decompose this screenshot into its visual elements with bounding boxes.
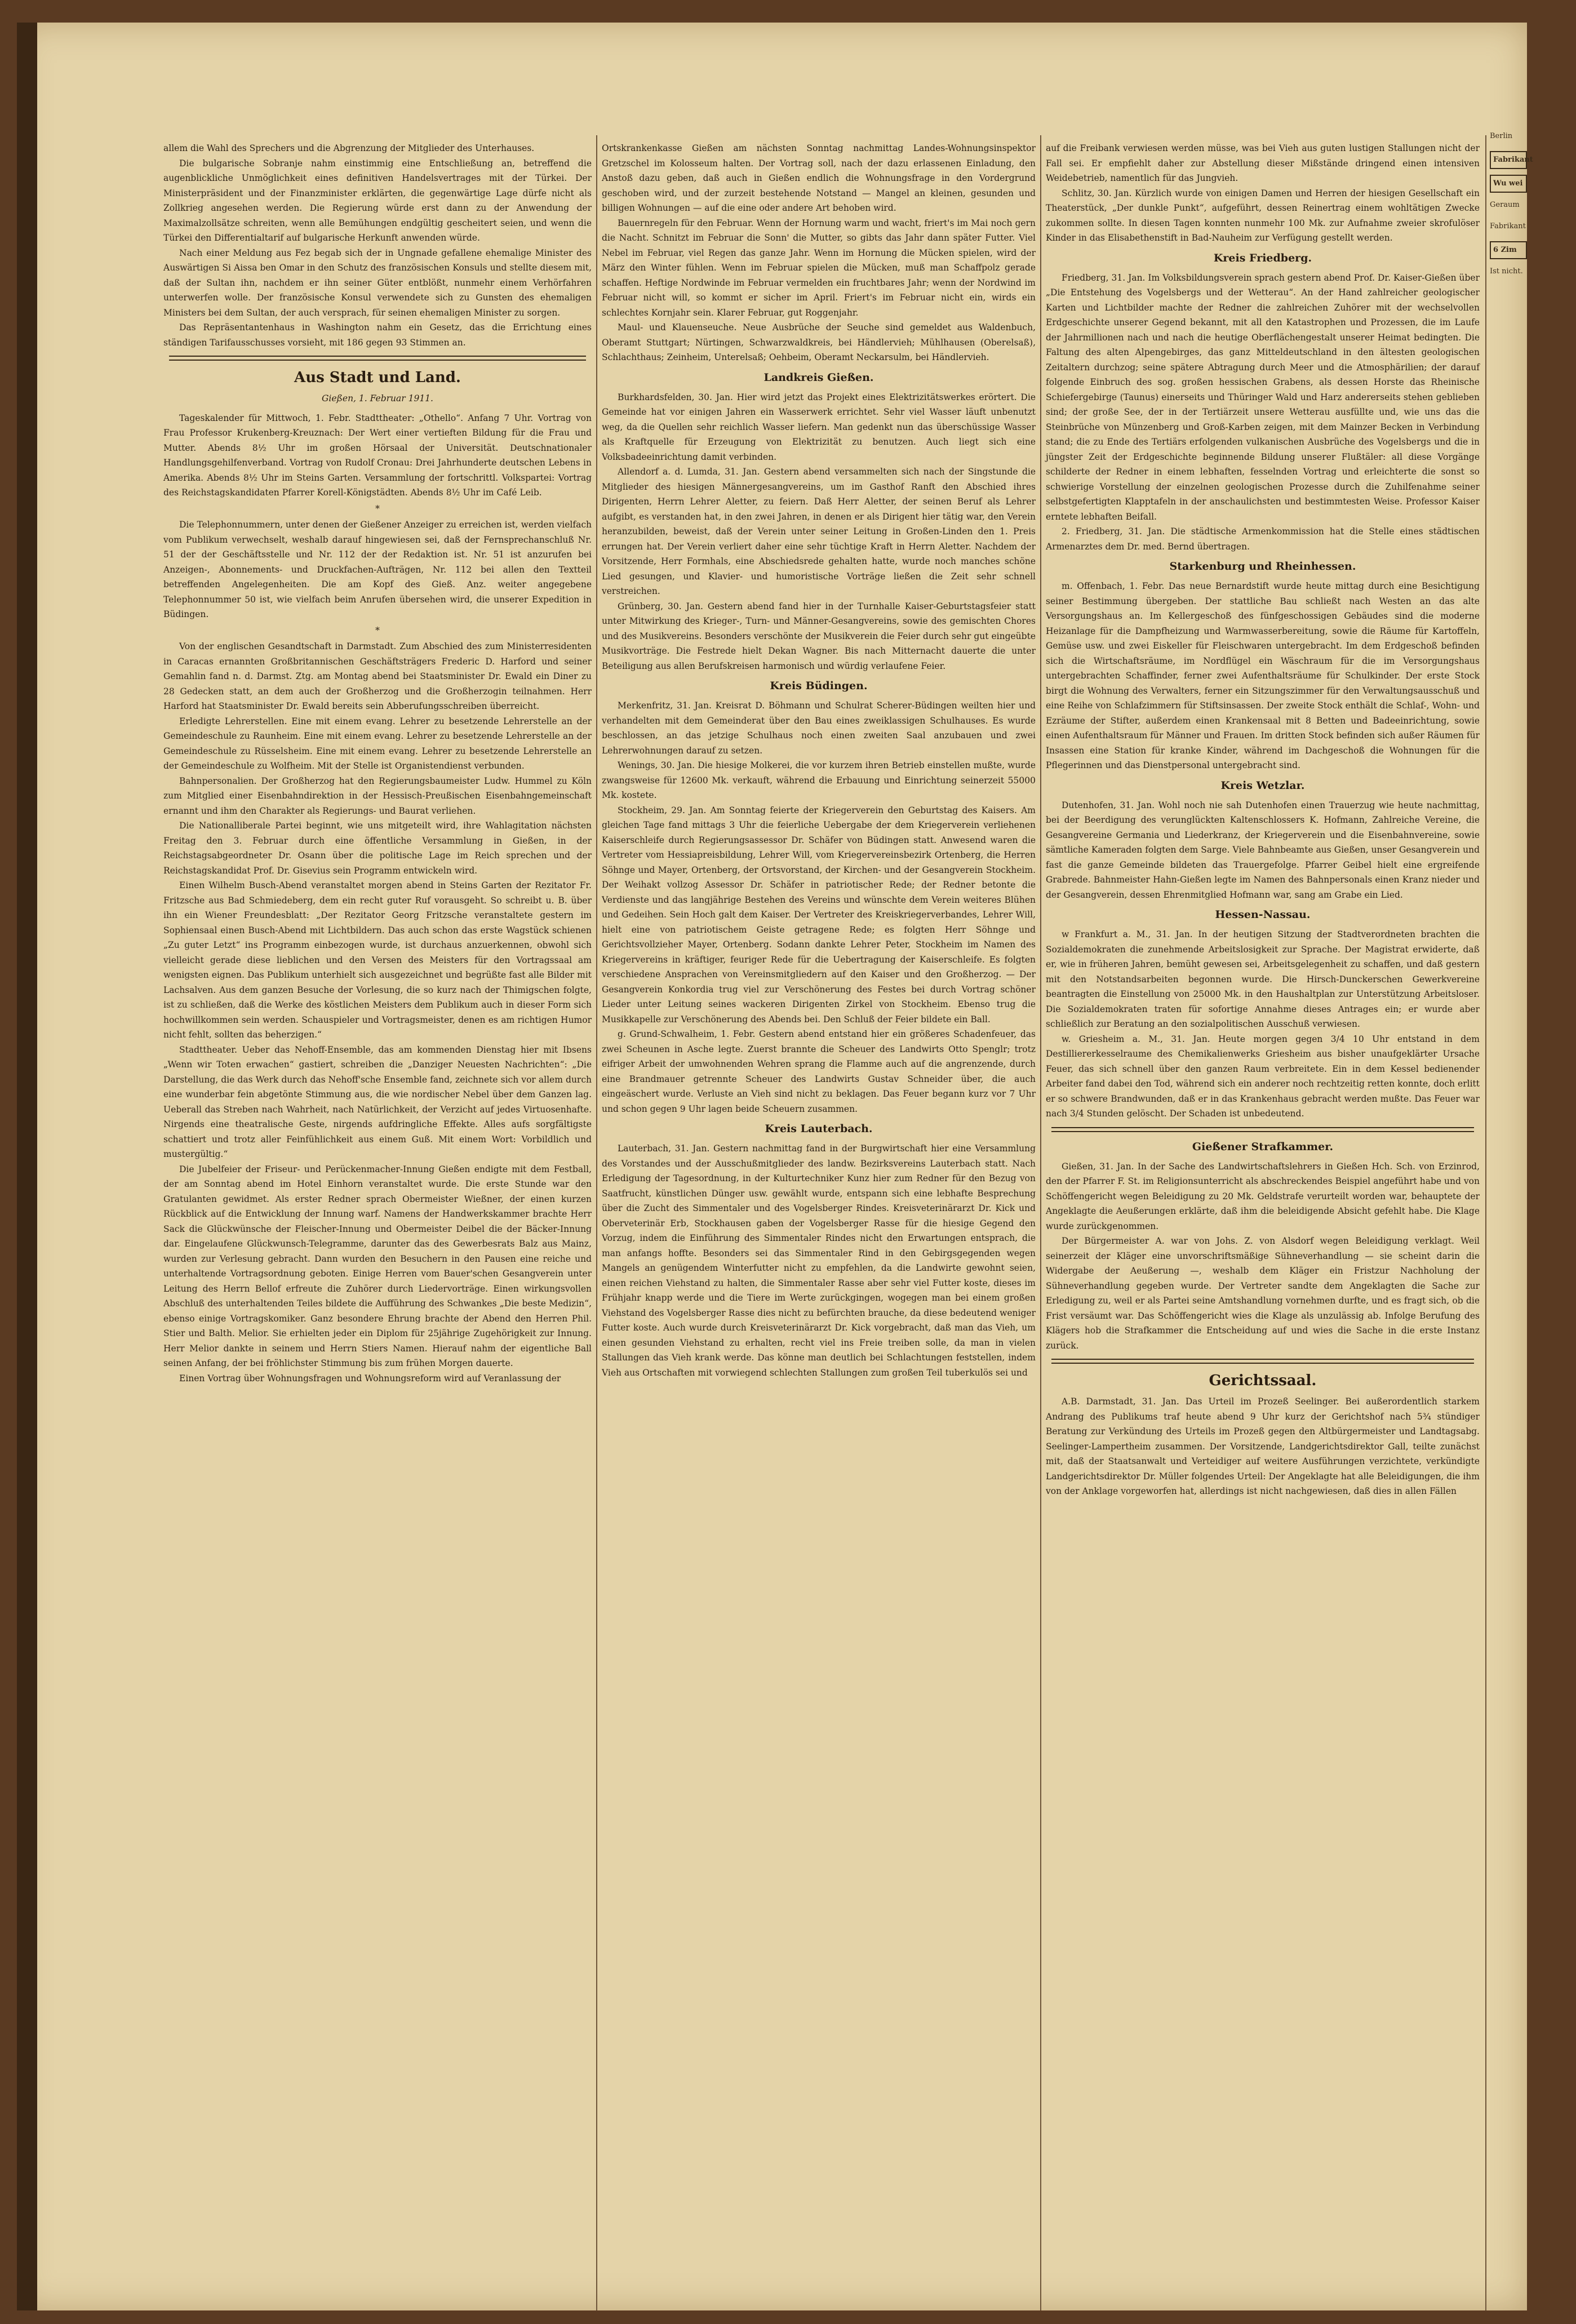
article-paragraph: Allendorf a. d. Lumda, 31. Jan. Gestern abend versammelten sich nach der Singstunde die Mitglieder des hiesigen Männergesangvereins, um im Gasthof Ranft den Abschied ihres Dirigenten, Herrn Lehrer Aletter, zu feiern. Daß Herr Aletter, der seinen Beruf als Lehrer aufgibt, es verstanden hat, in den zwei Jahren, in denen er als Dirigent hier tätig war, den Verein heranzubilden, beweist, daß der Verein unter seiner Leitung in Großen-Linden den 1. Preis errungen hat. Der Verein verliert daher eine sehr tüchtige Kraft in Herrn Aletter. Nachdem der Vorsitzende, Herr Formhals, eine Abschiedsrede gehalten hatte, wurde noch manches schöne Lied gesungen, und Klavier- und humoristische Vorträge ließen die Zeit sehr schnell verstreichen. xyxy=(602,467,1036,596)
edge-advert-box xyxy=(1490,151,1533,169)
article-paragraph: Friedberg, 31. Jan. Im Volksbildungsverein sprach gestern abend Prof. Dr. Kaiser-Gießen über „Die Entstehung des Vogelsbergs und der Wetterau“. An der Hand zahlreicher geologischer Karten und Lichtbilder machte der Redner die zahlreichen Zuhörer mit der wechselvollen Erdgeschichte unserer Gegend bekannt, mit all den Katastrophen und Prozessen, die im Laufe der Jahrmillionen nach und nach die heutige Oberflächengestalt unserer Heimat bedingten. Die Faltung des alten Alpengebirges, das ganz Mitteldeutschland in den ältesten geologischen Zeitaltern durchzog; seine spätere Abtragung durch Meer und die Atmosphärilien; der darauf folgende Einbruch des sog. großen hessischen Grabens, als dessen Horste das Rheinische Schiefergebirge (Taunus) einerseits und Thüringer Wald und Harz andererseits stehen geblieben sind; der große See, der in der Tertiärzeit unsere Wetterau ausfüllte und, wie uns das die Steinbrüche von Münzenberg und Groß-Karben zeigen, mit dem Mainzer Becken in Verbindung stand; die zu Ende des Tertiärs erfolgenden vulkanischen Ausbrüche des Vogelsbergs und die in jüngster Zeit der Erdgeschichte beginnende Bildung unserer Flußtäler: all diese Vorgänge schilderte der Redner in einem lebhaften, fesselnden Vortrag und erleichterte die sonst so schwierige Vorstellung der einzelnen geologischen Prozesse durch die Zuhilfenahme seiner selbstgefertigten Klapptafeln in der anschaulichsten und bestimmtesten Weise. Professor Kaiser erntete lebhaften Beifall. xyxy=(1046,272,1480,522)
article-paragraph: Einen Vortrag über Wohnungsfragen und Wohnungsreform wird auf Veranlassung der xyxy=(179,1373,561,1383)
edge-text: Fabrikant xyxy=(1493,156,1533,164)
article-paragraph: Ortskrankenkasse Gießen am nächsten Sonntag nachmittag Landes-Wohnungsinspektor Gretzschel im Kolosseum halten. Der Vortrag soll, nach der dazu erlassenen Einladung, den Anstoß dazu geben, daß auch in Gießen endlich die Wohnungsfrage in den Vordergrund geschoben wird, und der zurzeit bestehende Notstand — Mangel an kleinen, gesunden und billigen Wohnungen — auf die eine oder andere Art behoben wird. xyxy=(602,143,1036,213)
article-paragraph: Stadttheater. Ueber das Nehoff-Ensemble, das am kommenden Dienstag hier mit Ibsens „Wenn wir Toten erwachen“ gastiert, schreiben die „Danziger Neuesten Nachrichten“: „Die Darstellung, die das Werk durch das Nehoff'sche Ensemble fand, zeichnete sich vor allem durch eine wunderbar fein abgetönte Stimmung aus, die wie nordischer Nebel über dem Ganzen lag. Ueberall das Streben nach Wahrheit, nach Natürlichkeit, der Verzicht auf jedes Virtuosenhafte. Nirgends eine theatralische Geste, nirgends aufdringliche Effekte. Alles aufs sorgfältigste schattiert und trotz aller Feinfühlichkeit aus einem Guß. Mit einem Wort: Vorbildlich und mustergültig.“ xyxy=(163,1044,592,1159)
column-3 xyxy=(1046,141,1480,2305)
section-rule xyxy=(169,356,586,361)
article-paragraph: Bauernregeln für den Februar. Wenn der Hornung warm und wacht, friert's im Mai noch gern die Nacht. Schnitzt im Februar die Sonn' die Mutter, so gibts das Jahr dann später Futter. Viel Nebel im Februar, viel Regen das ganze Jahr. Wenn im Hornung die Mücken spielen, wird der März den Winter fühlen. Wenn im Februar spielen die Mücken, muß man Schaffpolz gerade schaffen. Heftige Nordwinde im Februar vermelden ein fruchtbares Jahr; wenn der Nordwind im Februar nicht will, so kommt er sicher im April. Friert's im Februar nicht ein, wirds ein schlechtes Kornjahr sein. Klarer Februar, gut Roggenjahr. xyxy=(602,218,1036,318)
article-paragraph: Maul- und Klauenseuche. Neue Ausbrüche der Seuche sind gemeldet aus Waldenbuch, Oberamt Stuttgart; Nürtingen, Schwarzwaldkreis, bei Händlervieh; Mühlhausen (Oberelsaß), Schlachthaus; Zeinheim, Unterelsaß; Oehbeim, Oberamt Neckarsulm, bei Händlervieh. xyxy=(602,322,1036,362)
article-paragraph: Die Telephonnummern, unter denen der Gießener Anzeiger zu erreichen ist, werden vielfach vom Publikum verwechselt, weshalb darauf hingewiesen sei, daß der Fernsprechanschluß Nr. 51 der der Geschäftsstelle und Nr. 112 der der Redaktion ist. Nr. 51 ist anzurufen bei Anzeigen-, Abonnements- und Druckfachen-Aufträgen, Nr. 112 bei allen den Textteil betreffenden Angelegenheiten. Die am Kopf des Gieß. Anz. weiter angegebene Telephonnummer 50 ist, wie vielfach beim Anrufen übersehen wird, die unserer Expedition in Büdingen. xyxy=(163,520,592,619)
article-paragraph: A.B. Darmstadt, 31. Jan. Das Urteil im Prozeß Seelinger. Bei außerordentlich starkem Andrang des Publikums traf heute abend 9 Uhr kurz der Gerichtshof nach 5¾ stündiger Beratung zur Verkündung des Urteils im Prozeß gegen den Altbürgermeister und Landtagsabg. Seelinger-Lampertheim zusammen. Der Vorsitzende, Landgerichtsdirektor Gall, teilte zunächst mit, daß der Staatsanwalt und Verteidiger auf weitere Ausführungen verzichtete, verkündigte Landgerichtsdirektor Dr. Müller folgendes Urteil: Der Angeklagte hat alle Beleidigungen, die ihm von der Anklage vorgeworfen hat, allerdings ist nicht nachgewiesen, daß dies in allen Fällen xyxy=(1046,1396,1480,1496)
section-heading: Gerichtssaal. xyxy=(1209,1372,1317,1389)
section-rule xyxy=(1051,1359,1474,1364)
region-heading: Kreis Büdingen. xyxy=(770,680,868,692)
article-paragraph: Grünberg, 30. Jan. Gestern abend fand hier in der Turnhalle Kaiser-Geburtstagsfeier statt unter Mitwirkung des Krieger-, Turn- und Männer-Gesangvereins, sowie des gemischten Chores und des Musikvereins. Besonders verschönte der Musikverein die Feier durch sehr gut eingeübte Musikvorträge. Die Festrede hielt Dekan Wagner. Bis nach Mitternacht dauerte die unter Beteiligung aus allen Berufskreisen harmonisch und würdig verlaufene Feier. xyxy=(602,601,1036,671)
edge-advert-box xyxy=(1490,175,1527,193)
article-paragraph: allem die Wahl des Sprechers und die Abgrenzung der Mitglieder des Unterhauses. xyxy=(163,143,535,153)
separator-star: * xyxy=(375,503,380,514)
article-paragraph: auf die Freibank verwiesen werden müsse, was bei Vieh aus guten lustigen Stallungen nicht der Fall sei. Er empfiehlt daher zur Abstellung dieser Mißstände dringend einen intensiven Weidebetrieb, namentlich für das Jungvieh. xyxy=(1046,143,1480,183)
edge-advert-box xyxy=(1490,241,1527,259)
edge-text: Wu wei xyxy=(1493,179,1523,188)
article-paragraph: g. Grund-Schwalheim, 1. Febr. Gestern abend entstand hier ein größeres Schadenfeuer, das zwei Scheunen in Asche legte. Zuerst brannte die Scheuer des Landwirts Otto Spenglr; trotz eifriger Arbeit der umwohnenden Wehren sprang die Flamme auch auf die angrenzende, durch eine Brandmauer getrennte Scheuer des Landwirts Gustav Schneider über, die auch eingeäschert wurde. Verluste an Vieh sind nicht zu beklagen. Das Feuer begann kurz vor 7 Uhr und schon gegen 9 Uhr lagen beide Scheuern zusammen. xyxy=(602,1029,1036,1114)
article-paragraph: w. Griesheim a. M., 31. Jan. Heute morgen gegen 3/4 10 Uhr entstand in dem Destilliererkesselraume des Chemikalienwerks Griesheim aus bisher unaufgeklärter Ursache Feuer, das sich schnell über den ganzen Raum verbreitete. Ein in dem Kessel bedienender Arbeiter fand dabei den Tod, während sich ein anderer noch rechtzeitig retten konnte, doch erlitt er so schwere Brandwunden, daß er in das Krankenhaus gebracht werden mußte. Das Feuer war nach 3/4 Stunden gelöscht. Der Schaden ist unbedeutend. xyxy=(1046,1034,1480,1119)
region-heading: Starkenburg und Rheinhessen. xyxy=(1169,560,1356,573)
article-paragraph: Dutenhofen, 31. Jan. Wohl noch nie sah Dutenhofen einen Trauerzug wie heute nachmittag, bei der Beerdigung des verunglückten Kaltenschlossers K. Hofmann, Zahlreiche Vereine, die Gesangvereine Germania und Liederkranz, der Kriegerverein und die Eisenbahnvereine, sowie sämtliche Kameraden folgten dem Sarge. Viele Bahnbeamte aus Gießen, unser Gesangverein und fast die ganze Gemeinde bildeten das Trauergefolge. Pfarrer Geibel hielt eine ergreifende Grabrede. Bahnmeister Hahn-Gießen legte im Namen des Bahnpersonals einen Kranz nieder und der Gesangverein, dessen Ehrenmitglied Hofmann war, sang am Grabe ein Lied. xyxy=(1046,800,1480,900)
section-heading: Aus Stadt und Land. xyxy=(294,369,461,386)
page-binding-edge xyxy=(17,23,37,2310)
dateline: Gießen, 1. Februar 1911. xyxy=(322,393,433,403)
article-paragraph: Das Repräsentantenhaus in Washington nahm ein Gesetz, das die Errichtung eines ständigen Tarifausschusses vorsieht, mit 186 gegen 93 Stimmen an. xyxy=(163,322,592,348)
article-paragraph: Einen Wilhelm Busch-Abend veranstaltet morgen abend in Steins Garten der Rezitator Fr. Fritzsche aus Bad Schmiedeberg, dem ein recht guter Ruf vorausgeht. So schreibt u. B. über ihn ein Wiener Freundesblatt: „Der Rezitator Georg Fritzsche veranstaltete gestern im Sophiensaal einen Busch-Abend mit Lichtbildern. Das auch schon das erste Wagstück schienen „Zu guter Letzt“ ins Programm einbezogen wurde, ist durchaus anzuerkennen, obwohl sich vielleicht gerade diese lieblichen und den Versen des Meisters für den Vortragssaal am wenigsten eignen. Das Publikum unterhielt sich ausgezeichnet und begrüßte fast alle Bilder mit Lachsalven. Aus dem ganzen Besuche der Vorlesung, die so kurz nach der Thimigschen folgte, ist zu schließen, daß die Werke des köstlichen Meisters dem Publikum auch in dieser Form sich hochwillkommen sein werden. Schauspieler und Vortragsmeister, denen es am richtigen Humor nicht fehlt, sollten das beherzigen.“ xyxy=(163,880,592,1040)
region-heading: Landkreis Gießen. xyxy=(763,371,874,384)
region-heading: Hessen-Nassau. xyxy=(1215,908,1311,921)
article-paragraph: Der Bürgermeister A. war von Johs. Z. von Alsdorf wegen Beleidigung verklagt. Weil seinerzeit der Kläger eine unvorschriftsmäßige Sühneverhandlung — sie scheint darin die Widergabe der Aeußerung —, weshalb dem Kläger ein Fristzur Nachholung der Sühneverhandlung gegeben wurde. Der Vertreter sandte dem Angeklagten die Sache zur Erledigung zu, weil er als Partei seine Amtshandlung vornehmen durfte, und es fragt sich, ob die Frist versäumt war. Das Schöffengericht wies die Klage als unzulässig ab. Infolge Berufung des Klägers hob die Strafkammer die Entscheidung auf und wies die Sache in die erste Instanz zurück. xyxy=(1046,1236,1480,1351)
column-divider xyxy=(1040,135,1041,2310)
article-paragraph: Die Jubelfeier der Friseur- und Perückenmacher-Innung Gießen endigte mit dem Festball, der am Sonntag abend im Hotel Einhorn veranstaltet wurde. Die erste Stunde war den Gratulanten gewidmet. Als erster Redner sprach Obermeister Wießner, der einen kurzen Rückblick auf die Entwicklung der Innung warf. Namens der Handwerkskammer brachte Herr Sack die Glückwünsche der Fleischer-Innung und Obermeister Deibel die der Bäcker-Innung dar. Eingelaufene Glückwunsch-Telegramme, darunter das des Gewerbesrats Balz aus Mainz, wurden zur Verlesung gebracht. Dann wurden den Besuchern in den Pausen eine reiche und unterhaltende Vortragsordnung geboten. Einige Herren vom Bauer'schen Gesangverein unter Leitung des Herrn Bellof erfreute die Zuhörer durch Liedervorträge. Einen wirkungsvollen Abschluß des unterhaltenden Teiles bildete die Aufführung des Schwankes „Die beste Medizin“, ebenso einige Vortragskomiker. Ganz besondere Ehrung brachte der Abend den Herren Phil. Stier und Balth. Melior. Sie erhielten jeder ein Diplom für 25jährige Zugehörigkeit zur Innung. Herr Melior dankte in seinem und Herrn Stiers Namen. Hierauf nahm der eigentliche Ball seinen Anfang, der bei fröhlichster Stimmung bis zum frühen Morgen dauerte. xyxy=(163,1164,592,1368)
adjacent-page-edge xyxy=(1490,130,1533,2305)
region-heading: Kreis Friedberg. xyxy=(1213,251,1312,264)
article-paragraph: w Frankfurt a. M., 31. Jan. In der heutigen Sitzung der Stadtverordneten brachten die Sozialdemokraten die zunehmende Arbeitslosigkeit zur Sprache. Der Magistrat erwiderte, daß er, wie in früheren Jahren, bemüht gewesen sei, Arbeitsgelegenheit zu schaffen, und daß gestern mit den Notstandsarbeiten begonnen wurde. Die Hirsch-Dunckerschen Gewerkvereine beantragten die Einstellung von 25000 Mk. in den Haushaltplan zur Unterstützung Arbeitsloser. Die Sozialdemokraten traten für sofortige Annahme dieses Antrages ein; er wurde aber schließlich zur Beratung an den sozialpolitischen Ausschuß verwiesen. xyxy=(1046,929,1480,1029)
article-paragraph: Schlitz, 30. Jan. Kürzlich wurde von einigen Damen und Herren der hiesigen Gesellschaft ein Theaterstück, „Der dunkle Punkt“, aufgeführt, dessen Reinertrag einem wohltätigen Zwecke zukommen sollte. In diesen Tagen konnten nunmehr 100 Mk. zur Aufnahme zweier skrofulöser Kinder in das Elisabethenstift in Bad-Nauheim zur Verfügung gestellt werden. xyxy=(1046,188,1480,243)
article-paragraph: Gießen, 31. Jan. In der Sache des Landwirtschaftslehrers in Gießen Hch. Sch. von Erzinrod, den der Pfarrer F. St. im Religionsunterricht als abschreckendes Beispiel angeführt habe und von Schöffengericht wegen Beleidigung zu 20 Mk. Geldstrafe verurteilt worden war, behauptete der Angeklagte die Aeußerungen erklärte, daß ihm die beleidigende Absicht gefehlt habe. Die Klage wurde zurückgenommen. xyxy=(1046,1161,1480,1231)
article-paragraph: Die bulgarische Sobranje nahm einstimmig eine Entschließung an, betreffend die augenblickliche Unmöglichkeit eines definitiven Handelsvertrages mit der Türkei. Der Ministerpräsident und der Finanzminister erklärten, die gegenwärtige Lage dürfe nicht als Zollkrieg angesehen werden. Die Regierung würde erst dann zu der Anwendung der Maximalzollsätze schreiten, wenn alle Bemühungen endgültig gescheitert seien, und wenn die Türkei den Differentialtarif auf bulgarische Herkunft anwenden würde. xyxy=(163,158,592,243)
newspaper-page xyxy=(17,23,1533,2310)
article-paragraph: Lauterbach, 31. Jan. Gestern nachmittag fand in der Burgwirtschaft hier eine Versammlung des Vorstandes und der Ausschußmitglieder des landw. Bezirksvereins Lauterbach statt. Nach Erledigung der Tagesordnung, in der Kulturtechniker Kunz hier zum Redner für den Bezug von Saatfrucht, künstlichen Dünger usw. gewählt wurde, entspann sich eine lebhafte Besprechung über die Zucht des Simmentaler und des Vogelsberger Rindes. Kreisveterinärarzt Dr. Kick und Oberveterinär Erb, Stockhausen gaben der Vogelsberger Rasse für die hiesige Gegend den Vorzug, indem die Einführung des Simmentaler Rindes nicht den Erwartungen entsprach, die man anfangs hoffte. Besonders sei das Simmentaler Rind in den Gebirgsgegenden wegen Mangels an genügendem Winterfutter nicht zu empfehlen, da die Landwirte gewohnt seien, einen reichen Viehstand zu halten, die Simmentaler Rasse aber sehr viel Futter koste, dieses im Frühjahr knapp werde und die Tiere im Werte zurückgingen, wogegen man bei einem großen Viehstand des Vogelsberger Rasse dies nicht zu befürchten brauche, da diese bedeutend weniger Futter koste. Auch wurde durch Kreisveterinärarzt Dr. Kick vorgebracht, daß man das Vieh, um einen gesunden Viehstand zu erhalten, recht viel ins Freie treiben solle, da man in vielen Stallungen das Vieh krank werde. Das könne man deutlich bei Schlachtungen feststellen, indem Vieh aus Ortschaften mit vorwiegend schlechten Stallungen zum großen Teil tuberkulös sei und xyxy=(602,1143,1036,1378)
edge-text: 6 Zim xyxy=(1493,246,1517,254)
edge-text: Geraum xyxy=(1490,201,1520,209)
article-paragraph: Von der englischen Gesandtschaft in Darmstadt. Zum Abschied des zum Ministerresidenten in Caracas ernannten Großbritannischen Geschäftsträgers Frederic D. Harford und seiner Gemahlin fand n. d. Darmst. Ztg. am Montag abend bei Staatsminister Dr. Ewald ein Diner zu 28 Gedecken statt, an dem auch der Großherzog und die Großherzogin teilnahmen. Herr Harford hat Staatsminister Dr. Ewald bereits sein Abberufungsschreiben überreicht. xyxy=(163,641,592,711)
section-heading: Gießener Strafkammer. xyxy=(1192,1140,1334,1153)
article-paragraph: 2. Friedberg, 31. Jan. Die städtische Armenkommission hat die Stelle eines städtischen Armenarztes dem Dr. med. Bernd übertragen. xyxy=(1046,526,1480,552)
article-paragraph: Die Nationalliberale Partei beginnt, wie uns mitgeteilt wird, ihre Wahlagitation nächsten Freitag den 3. Februar durch eine öffentliche Versammlung in Gießen, in der Reichstagsabgeordneter Dr. Osann über die politische Lage im Reich sprechen und der Reichstagskandidat Prof. Dr. Gisevius sein Programm entwickeln wird. xyxy=(163,821,592,876)
article-paragraph: m. Offenbach, 1. Febr. Das neue Bernardstift wurde heute mittag durch eine Besichtigung seiner Bestimmung übergeben. Der stattliche Bau schließt nach Westen an das alte Versorgungshaus an. Im Kellergeschoß des fünfgeschossigen Gebäudes sind die moderne Heizanlage für die Dampfheizung und Warmwasserbereitung, sowie die Räume für Kartoffeln, Gemüse usw. und zwei Eiskeller für Fleischwaren untergebracht. Im dem Erdgeschoß befinden sich die Wirtschaftsräume, im Nordflügel ein Wäschraum für die im Versorgungshaus untergebrachten Schaffinder, ferner zwei Aufenthaltsräume für Schulkinder. Der erste Stock birgt die Wohnung des Verwalters, ferner ein Sitzungszimmer für den Verwaltungsausschuß und eine Reihe von Schlafzimmern für Stiftsinsassen. Der zweite Stock enthält die Schlaf-, Wohn- und Ezräume der Stifter, außerdem einen Krankensaal mit 8 Betten und Badeeinrichtung, sowie einen Aufenthaltsraum für Männer und Frauen. Im dritten Stock befinden sich außer Räumen für Insassen eine Station für kranke Kinder, während im Dachgeschoß die Wohnungen für die Pflegerinnen und das Dienstpersonal untergebracht sind. xyxy=(1046,581,1480,770)
article-paragraph: Bahnpersonalien. Der Großherzog hat den Regierungsbaumeister Ludw. Hummel zu Köln zum Mitglied einer Eisenbahndirektion in der Hessisch-Preußischen Eisenbahngemeinschaft ernannt und ihm den Charakter als Regierungs- und Baurat verliehen. xyxy=(163,775,592,816)
edge-text: Fabrikant xyxy=(1490,222,1526,230)
column-divider xyxy=(596,135,597,2310)
article-paragraph: Tageskalender für Mittwoch, 1. Febr. Stadttheater: „Othello“. Anfang 7 Uhr. Vortrag von Frau Professor Krukenberg-Kreuznach: Der Wert einer vertieften Bildung für die Frau und Mutter. Abends 8½ Uhr im großen Hörsaal der Universität. Deutschnationaler Handlungsgehilfenverband. Vortrag von Rudolf Cronau: Drei Jahrhunderte deutschen Lebens in Amerika. Abends 8½ Uhr im Steins Garten. Versammlung der fortschrittl. Volkspartei: Vortrag des Reichstagskandidaten Pfarrer Korell-Königstädten. Abends 8½ Uhr im Café Leib. xyxy=(163,413,592,498)
region-heading: Kreis Lauterbach. xyxy=(765,1123,873,1135)
region-heading: Kreis Wetzlar. xyxy=(1220,779,1305,792)
article-paragraph: Stockheim, 29. Jan. Am Sonntag feierte der Kriegerverein den Geburtstag des Kaisers. Am gleichen Tage fand mittags 3 Uhr die feierliche Uebergabe der dem Kriegerverein verliehenen Kaiserschleife durch Regierungsassessor Dr. Schäfer von Büdingen statt. Anwesend waren die Vertreter vom Hessiapreisbildung, Lehrer Will, vom Kriegervereinsbezirk Ortenberg, die Herren Söhnge und Mayer, Ortenberg, der Ortsvorstand, der Kirchen- und der Gesangverein Stockheim. Der Weihakt vollzog Assessor Dr. Schäfer in patriotischer Rede; der Redner betonte die Verdienste und das langjährige Bestehen des Vereins und wünschte dem Verein weiteres Blühen und Gedeihen. Sein Hoch galt dem Kaiser. Der Vertreter des Kreiskriegerverbandes, Lehrer Will, hielt eine von patriotischem Geiste getragene Rede; es folgten Herr Söhnge und Gerichtsvollzieher Mayer, Ortenberg. Sodann dankte Lehrer Peter, Stockheim im Namen des Kriegervereins in kräftiger, feuriger Rede für die Uebertragung der Kaiserschleife. Es folgten verschiedene Ansprachen von Vereinsmitgliedern auf den Kaiser und den Großherzog. — Der Gesangverein Konkordia trug viel zur Verschönerung des Festes bei durch Vortrag schöner Lieder unter Leitung seines wackeren Dirigenten Zirkel von Stockheim. Ebenso trug die Musikkapelle zur Verschönerung des Abends bei. Den Schluß der Feier bildete ein Ball. xyxy=(602,805,1036,1024)
article-paragraph: Wenings, 30. Jan. Die hiesige Molkerei, die vor kurzem ihren Betrieb einstellen mußte, wurde zwangsweise für 12600 Mk. verkauft, während die Erbauung und Einrichtung seinerzeit 55000 Mk. kostete. xyxy=(602,760,1036,800)
section-rule xyxy=(1051,1127,1474,1132)
separator-star: * xyxy=(375,625,380,636)
column-divider xyxy=(1485,135,1486,2310)
column-1 xyxy=(163,141,592,2305)
edge-text: Ist nicht. xyxy=(1490,267,1523,276)
edge-text: Berlin xyxy=(1490,132,1513,140)
article-paragraph: Merkenfritz, 31. Jan. Kreisrat D. Böhmann und Schulrat Scherer-Büdingen weilten hier und verhandelten mit dem Gemeinderat über den Bau eines zweiklassigen Schulhauses. Es wurde beschlossen, an das jetzige Schulhaus noch einen zweiten Saal anzubauen und zwei Lehrerwohnungen darauf zu setzen. xyxy=(602,700,1036,756)
article-paragraph: Erledigte Lehrerstellen. Eine mit einem evang. Lehrer zu besetzende Lehrerstelle an der Gemeindeschule zu Raunheim. Eine mit einem evang. Lehrer zu besetzende Lehrerstelle an der Gemeindeschule zu Rüsselsheim. Eine mit einem evang. Lehrer zu besetzende Lehrerstelle an der Gemeindeschule zu Wolfheim. Mit der Stelle ist Organistendienst verbunden. xyxy=(163,716,592,771)
article-paragraph: Nach einer Meldung aus Fez begab sich der in Ungnade gefallene ehemalige Minister des Auswärtigen Si Aissa ben Omar in den Schutz des französischen Konsuls und stellte diesem mit, daß der Sultan ihn, nachdem er ihn seiner Güter entblößt, nunmehr einem Verhörfahren unterwerfen wolle. Der französische Konsul verwendete sich zu Gunsten des ehemaligen Ministers bei dem Sultan, der auch versprach, für seinen ehemaligen Minister zu sorgen. xyxy=(163,247,592,318)
column-2 xyxy=(602,141,1036,2305)
article-paragraph: Burkhardsfelden, 30. Jan. Hier wird jetzt das Projekt eines Elektrizitätswerkes erörtert. Die Gemeinde hat vor einigen Jahren ein Wasserwerk errichtet. Sehr viel Wasser läuft unbenutzt weg, da die Quellen sehr reichlich Wasser liefern. Man gedenkt nun das überschüssige Wasser als Kraftquelle für Erzeugung von Elektrizität zu benutzen. Auch liegt sich eine Volksbadeeinrichtung damit verbinden. xyxy=(602,392,1036,462)
